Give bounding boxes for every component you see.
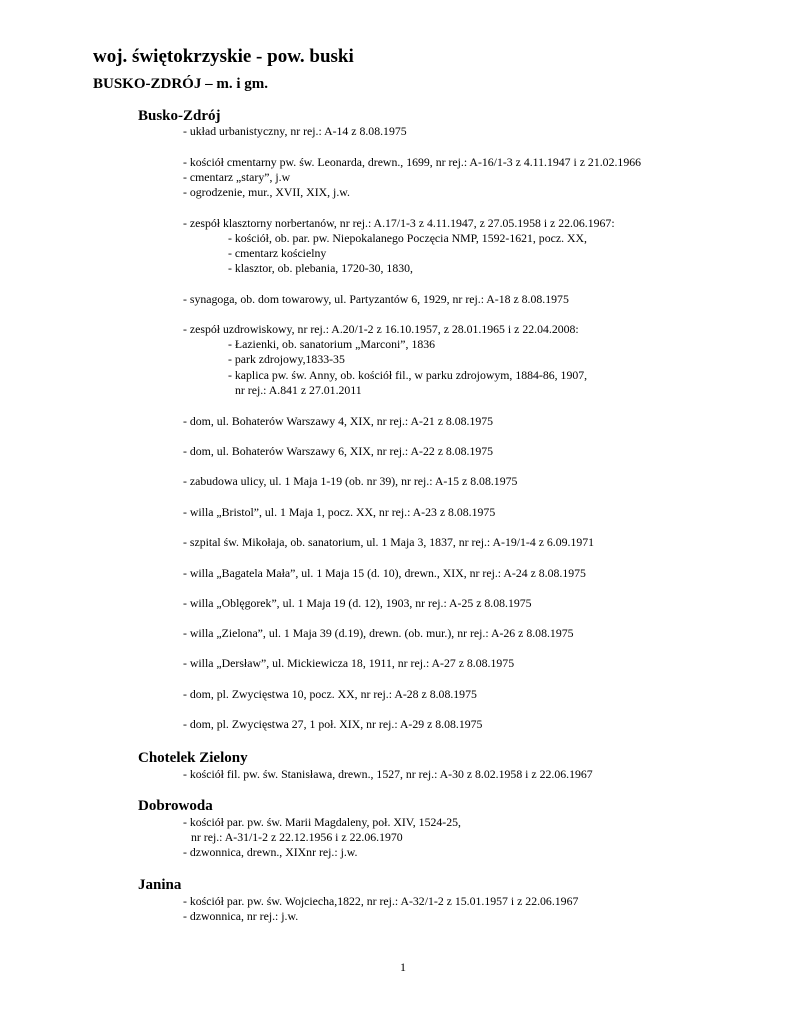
list-item: - willa „Oblęgorek”, ul. 1 Maja 19 (d. 12), 1903, nr rej.: A-25 z 8.08.1975: [183, 596, 532, 610]
section-heading-janina: Janina: [138, 877, 182, 893]
list-item: - zespół klasztorny norbertanów, nr rej.: A.17/1-3 z 4.11.1947, z 27.05.1958 i z 22.06.1967:: [183, 216, 615, 230]
list-item: - Łazienki, ob. sanatorium „Marconi”, 1836: [228, 337, 436, 351]
list-item: - dom, pl. Zwycięstwa 27, 1 poł. XIX, nr rej.: A-29 z 8.08.1975: [183, 717, 483, 731]
list-item: - kaplica pw. św. Anny, ob. kościół fil., w parku zdrojowym, 1884-86, 1907,: [228, 368, 588, 382]
list-item: - szpital św. Mikołaja, ob. sanatorium, ul. 1 Maja 3, 1837, nr rej.: A-19/1-4 z 6.09.1971: [183, 535, 595, 549]
section-heading-busko: Busko-Zdrój: [138, 108, 221, 124]
list-item: - kościół, ob. par. pw. Niepokalanego Poczęcia NMP, 1592-1621, pocz. XX,: [228, 231, 587, 245]
list-item: - park zdrojowy,1833-35: [228, 352, 345, 366]
list-item: - układ urbanistyczny, nr rej.: A-14 z 8.08.1975: [183, 124, 407, 138]
section-heading-dobrowoda: Dobrowoda: [138, 798, 213, 814]
page-number: 1: [400, 960, 406, 974]
section-heading-chotelek: Chotelek Zielony: [138, 750, 248, 766]
list-item: - kościół cmentarny pw. św. Leonarda, drewn., 1699, nr rej.: A-16/1-3 z 4.11.1947 i z 21.02.1966: [183, 155, 642, 169]
list-item: nr rej.: A-31/1-2 z 22.12.1956 i z 22.06.1970: [191, 830, 403, 844]
list-item: - klasztor, ob. plebania, 1720-30, 1830,: [228, 261, 413, 275]
list-item: - dom, ul. Bohaterów Warszawy 4, XIX, nr rej.: A-21 z 8.08.1975: [183, 414, 494, 428]
list-item: - kościół fil. pw. św. Stanisława, drewn., 1527, nr rej.: A-30 z 8.02.1958 i z 22.06.1967: [183, 767, 593, 781]
list-item: - dom, pl. Zwycięstwa 10, pocz. XX, nr rej.: A-28 z 8.08.1975: [183, 687, 477, 701]
list-item: - dom, ul. Bohaterów Warszawy 6, XIX, nr rej.: A-22 z 8.08.1975: [183, 444, 494, 458]
page-subtitle: BUSKO-ZDRÓJ – m. i gm.: [93, 76, 269, 92]
list-item: - willa „Bagatela Mała”, ul. 1 Maja 15 (d. 10), drewn., XIX, nr rej.: A-24 z 8.08.1975: [183, 566, 586, 580]
list-item: nr rej.: A.841 z 27.01.2011: [235, 383, 362, 397]
page-title: woj. świętokrzyskie - pow. buski: [93, 46, 354, 67]
list-item: - willa „Bristol”, ul. 1 Maja 1, pocz. XX, nr rej.: A-23 z 8.08.1975: [183, 505, 496, 519]
list-item: - dzwonnica, drewn., XIXnr rej.: j.w.: [183, 845, 358, 859]
list-item: - synagoga, ob. dom towarowy, ul. Partyzantów 6, 1929, nr rej.: A-18 z 8.08.1975: [183, 292, 569, 306]
list-item: - cmentarz „stary”, j.w: [183, 170, 291, 184]
list-item: - kościół par. pw. św. Marii Magdaleny, poł. XIV, 1524-25,: [183, 815, 461, 829]
list-item: - cmentarz kościelny: [228, 246, 327, 260]
list-item: - zespół uzdrowiskowy, nr rej.: A.20/1-2 z 16.10.1957, z 28.01.1965 i z 22.04.2008:: [183, 322, 579, 336]
list-item: - dzwonnica, nr rej.: j.w.: [183, 909, 299, 923]
list-item: - zabudowa ulicy, ul. 1 Maja 1-19 (ob. nr 39), nr rej.: A-15 z 8.08.1975: [183, 474, 518, 488]
list-item: - willa „Zielona”, ul. 1 Maja 39 (d.19), drewn. (ob. mur.), nr rej.: A-26 z 8.08.1975: [183, 626, 574, 640]
list-item: - ogrodzenie, mur., XVII, XIX, j.w.: [183, 185, 350, 199]
list-item: - kościół par. pw. św. Wojciecha,1822, nr rej.: A-32/1-2 z 15.01.1957 i z 22.06.1967: [183, 894, 579, 908]
list-item: - willa „Dersław”, ul. Mickiewicza 18, 1911, nr rej.: A-27 z 8.08.1975: [183, 656, 515, 670]
